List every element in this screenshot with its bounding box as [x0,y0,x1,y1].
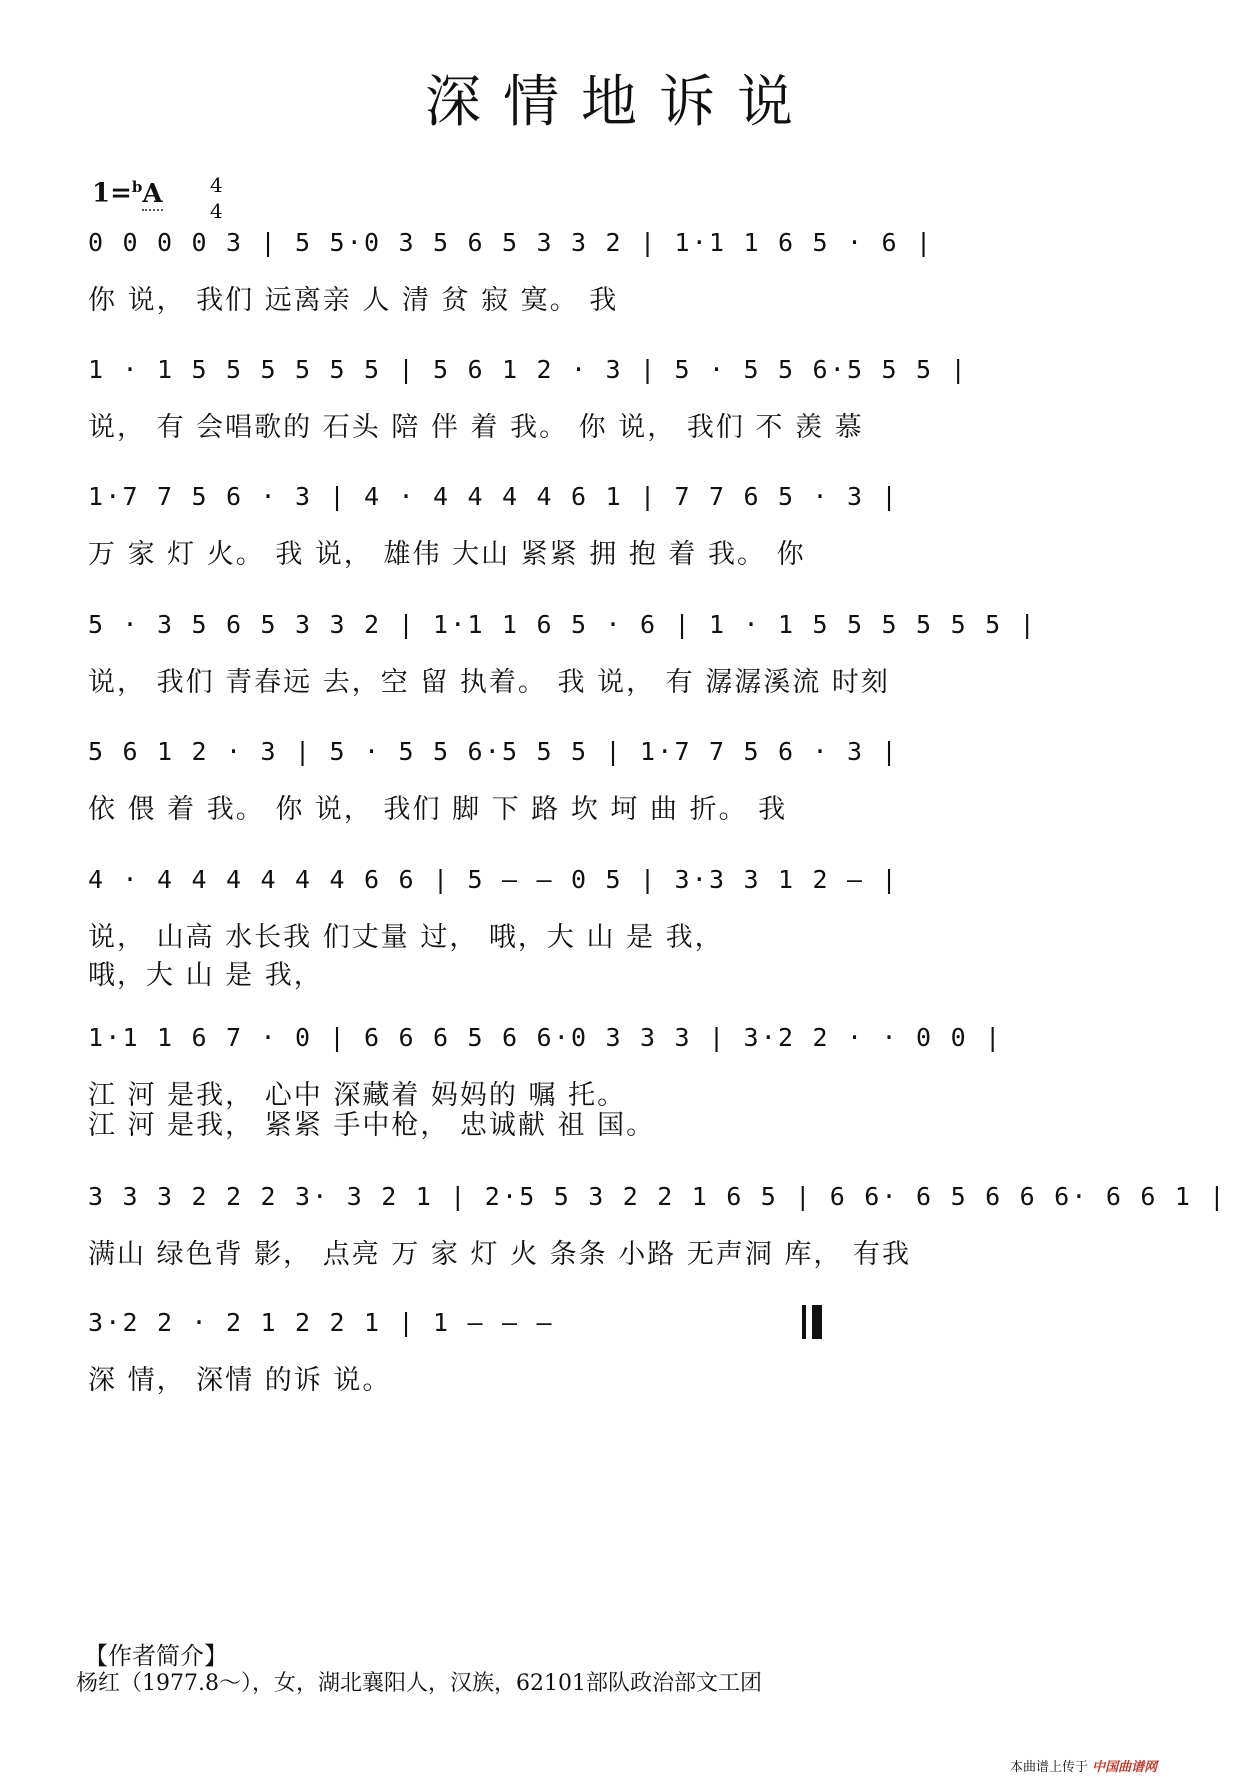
key-note: A [142,178,163,209]
lyric-line: 说， 我们 青春远 去，空 留 执着。 我 说， 有 潺潺溪流 时刻 [88,667,890,698]
lyric-line: 依 偎 着 我。 你 说， 我们 脚 下 路 坎 坷 曲 折。 我 [88,794,788,825]
lyric-line: 说， 有 会唱歌的 石头 陪 伴 着 我。 你 说， 我们 不 羡 慕 [88,412,864,443]
notes-line: 1·1 1 6 7 · 0 | 6 6 6 5 6 6·0 3 3 3 | 3·2 2 · · 0 0 | [88,1023,1003,1052]
notes-line: 4 · 4 4 4 4 4 4 6 6 | 5 — — 0 5 | 3·3 3 1 2 — | [88,865,899,894]
author-bio: 杨红（1977.8～），女，湖北襄阳人，汉族，62101部队政治部文工团 [76,1671,762,1696]
lyric-line: 说， 山高 水长我 们丈量 过， 哦，大 山 是 我， [88,922,724,953]
notes-line: 0 0 0 0 3 | 5 5·0 3 5 6 5 3 3 2 | 1·1 1 6 5 · 6 | [88,228,934,257]
lyric-line-verse-2: 哦，大 山 是 我， [88,960,323,991]
notes-line: 1 · 1 5 5 5 5 5 5 | 5 6 1 2 · 3 | 5 · 5 5 6·5 5 5 | [88,355,968,384]
site-logo: 中国曲谱网 [1092,1760,1158,1775]
credit-text: 本曲谱上传于 [1010,1760,1089,1775]
lyric-line: 满山 绿色背 影， 点亮 万 家 灯 火 条条 小路 无声洞 库， 有我 [88,1239,911,1270]
key-flat: b [131,178,143,196]
time-signature-top: 4 [210,173,223,197]
score-title: 深情地诉说 [425,70,815,135]
lyric-line-verse-2: 江 河 是我， 紧紧 手中枪， 忠诚献 祖 国。 [88,1110,656,1141]
lyric-line: 你 说， 我们 远离亲 人 清 贫 寂 寞。 我 [88,285,619,316]
lyric-line: 深 情， 深情 的诉 说。 [88,1365,392,1396]
author-heading: 【作者简介】 [84,1642,228,1670]
lyric-line: 万 家 灯 火。 我 说， 雄伟 大山 紧紧 拥 抱 着 我。 你 [88,539,806,570]
final-barline-icon [800,1303,826,1341]
lyric-line: 江 河 是我， 心中 深藏着 妈妈的 嘱 托。 [88,1080,627,1111]
key-prefix: 1= [92,178,132,209]
upload-credit [1010,1756,1157,1775]
notes-line: 5 · 3 5 6 5 3 3 2 | 1·1 1 6 5 · 6 | 1 · 1 5 5 5 5 5 5 | [88,610,1037,639]
time-signature [210,172,223,224]
notes-line: 5 6 1 2 · 3 | 5 · 5 5 6·5 5 5 | 1·7 7 5 6 · 3 | [88,737,899,766]
key-signature [92,178,163,209]
time-signature-bottom: 4 [210,199,223,223]
notes-line: 1·7 7 5 6 · 3 | 4 · 4 4 4 4 6 1 | 7 7 6 5 · 3 | [88,482,899,511]
notes-line: 3 3 3 2 2 2 3· 3 2 1 | 2·5 5 3 2 2 1 6 5 | 6 6· 6 5 6 6 6· 6 6 1 | [88,1182,1227,1211]
notes-line: 3·2 2 · 2 1 2 2 1 | 1 — — — [88,1308,554,1337]
